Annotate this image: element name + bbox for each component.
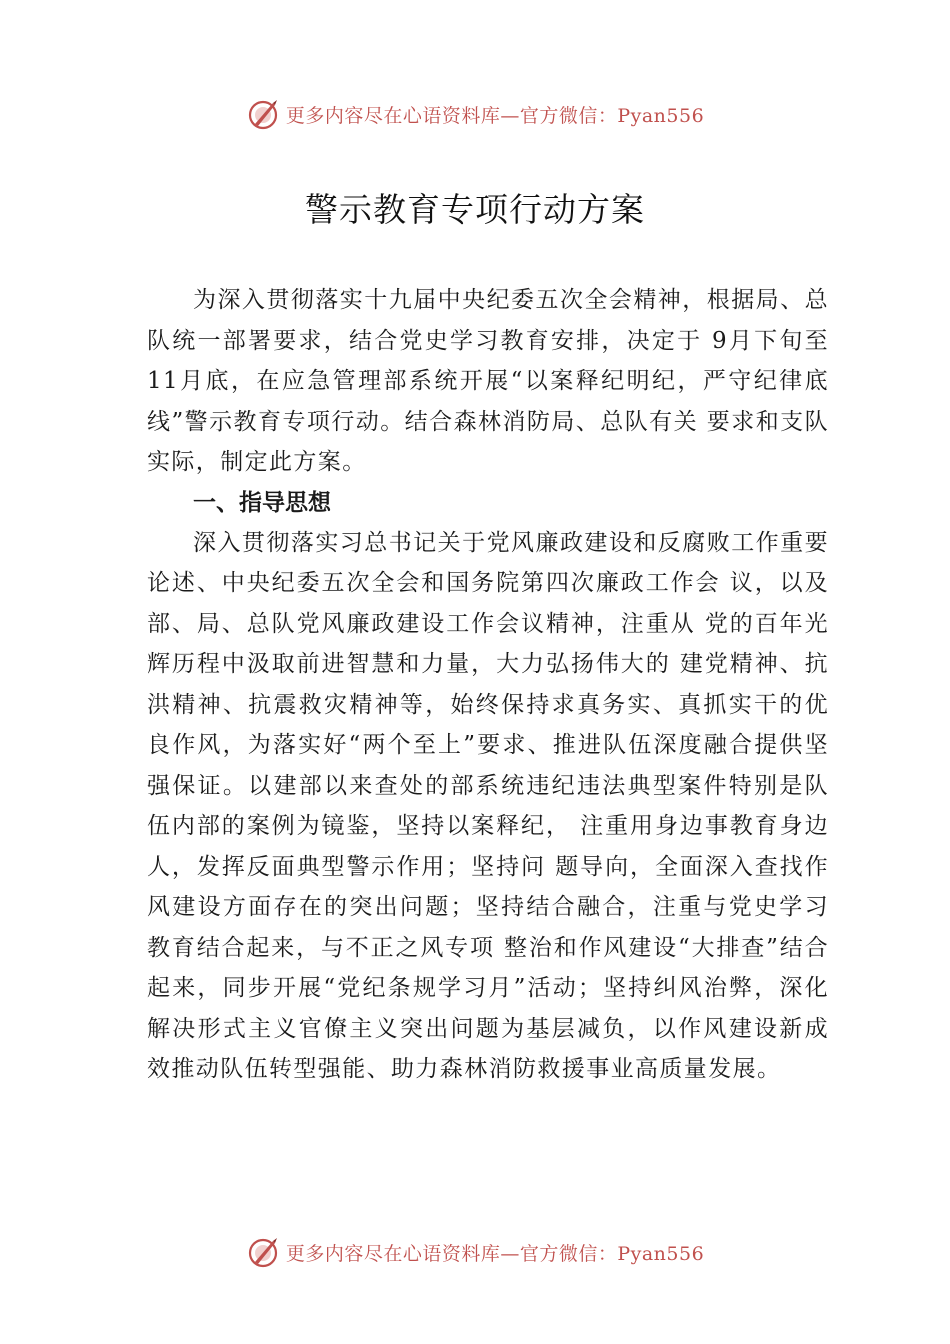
watermark-text: 更多内容尽在心语资料库—官方微信：Pyan556 (285, 104, 705, 127)
watermark-footer (0, 1232, 950, 1272)
section-paragraph-guiding-ideology: 深入贯彻落实习总书记关于党风廉政建设和反腐败工作重要论述、中央纪委五次全会和国务院第四次廉政工作会 议，以及部、局、总队党风廉政建设工作会议精神，注重从 党的百年光辉历程中汲取前进智慧和力量，大力弘扬伟大的 建党精神、抗洪精神、抗震救灾精神等，始终保持求真务实、真抓实干的优良作风，为落实好“两个至上”要求、推进队伍深度融合提供坚强保证。以建部以来查处的部系统违纪违法典型案件特别是队伍内部的案例为镜鉴，坚持以案释纪， 注重用身边事教育身边人，发挥反面典型警示作用；坚持问 题导向，全面深入查找作风建设方面存在的突出问题；坚持结合融合，注重与党史学习教育结合起来，与不正之风专项 整治和作风建设“大排查”结合起来，同步开展“党纪条规学习月”活动；坚持纠风治弊，深化解决形式主义官僚主义突出问题为基层减负，以作风建设新成效推动队伍转型强能、助力森林消防救援事业高质量发展。 (147, 529, 829, 1082)
quill-pen-seal-icon (246, 97, 280, 131)
section-heading-guiding-ideology: 一、指导思想 (193, 489, 331, 516)
intro-paragraph: 为深入贯彻落实十九届中央纪委五次全会精神，根据局、总队统一部署要求，结合党史学习教育安排，决定于 9月下旬至 11月底，在应急管理部系统开展“以案释纪明纪，严守纪律底线”警示教育专项行动。结合森林消防局、总队有关 要求和支队实际，制定此方案。 (147, 287, 829, 475)
watermark-header (0, 94, 950, 134)
watermark-text: 更多内容尽在心语资料库—官方微信：Pyan556 (285, 1242, 705, 1265)
document-body (147, 280, 829, 1090)
document-title: 警示教育专项行动方案 (305, 190, 645, 229)
quill-pen-seal-icon (246, 1235, 280, 1269)
